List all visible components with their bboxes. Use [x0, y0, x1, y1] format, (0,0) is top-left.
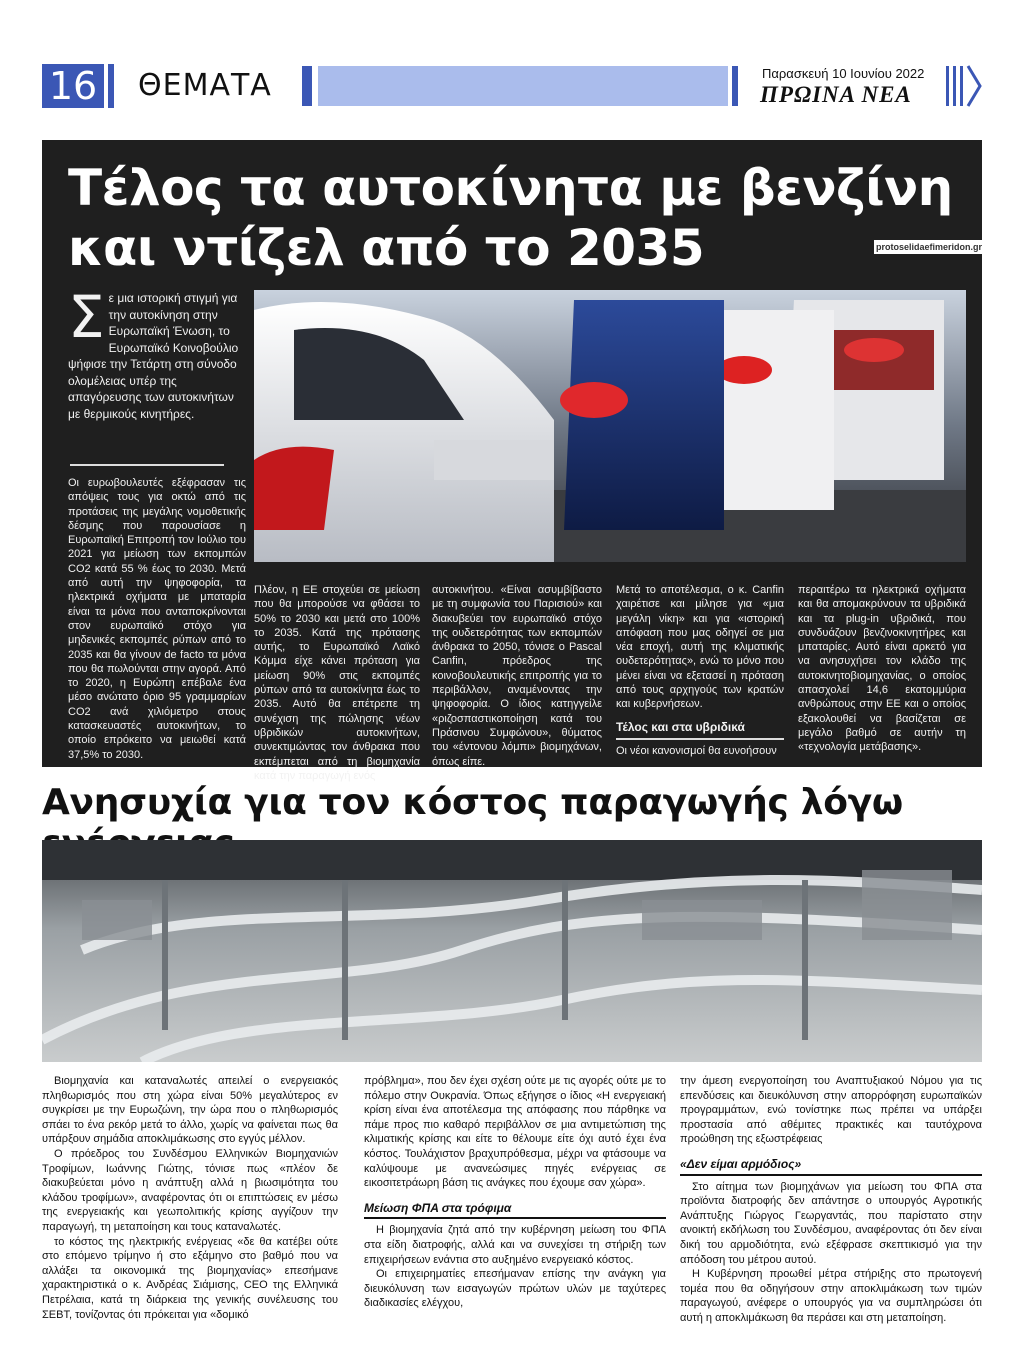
drop-cap: Σ [68, 283, 105, 351]
column-text: Μετά το αποτέλεσμα, ο κ. Canfin χαιρέτισε και μίλησε για «μια μεγάλη νίκη» και για «ιστορική απόφαση που μας οδηγεί σε μια νέα εποχή, αυτή της κλιματικής ουδετερότητας», ενώ το μόνο που μένει είναι να εξετασεί η πρόταση από τους αρχηγούς των κρατών και κυβερνήσεων. [616, 584, 784, 711]
paragraph: Η Κυβέρνηση προωθεί μέτρα στήριξης στο πρωτογενή τομέα που θα οδηγήσουν στην αποκλιμάκωση των τιμών παραγωγού, ανέφερε ο υπουργός για να συμπληρώσει ότι αυτή η αποκλιμάκωση θα περάσει και στη μεταποίηση. [680, 1268, 982, 1324]
article-column [254, 583, 420, 783]
subheading: Μείωση ΦΠΑ στα τρόφιμα [364, 1200, 512, 1215]
newspaper-logo-icon [944, 64, 984, 108]
bottling-factory-photo [42, 840, 982, 1062]
column-text: περαιτέρω τα ηλεκτρικά οχήματα και θα απομακρύνουν τα υβριδικά και τα plug-in υβριδικά, που συνδυάζουν βενζινοκινητήρες και μπαταρίες. Αυτό είναι αρκετό για να ανησυχήσει τον κλάδο της αυτοκινητοβιομηχανίας, ο οποίος απασχολεί 14,6 εκατομμύρια ανθρώπους στην ΕΕ και ο οποίος εξακολουθεί να βασίζεται σε μεγάλο βαθμό σε αυτήν τη «τεχνολογία μετάβασης». [798, 584, 966, 754]
column-text: Οι ευρωβουλευτές εξέφρασαν τις απόψεις τους για οκτώ από τις προτάσεις της μεγάλης νομοθετικής δέσμης που παρουσίασε η Ευρωπαϊκή Επιτροπή τον Ιούλιο του 2021 για μείωση των εκπομπών CO2 κατά 55 % έως το 2030. Μετά από αυτή την ψηφοφορία, τα ηλεκτρικά οχήματα με μπαταρία είναι τα μόνα που ανταποκρίνονται στον ευρωπαϊκό στόχο για μηδενικές εκπομπές ρύπων από το 2035 και θα γίνουν de facto τα μόνα που θα πωλούνται στην αγορά. Από το 2020, η Ευρώπη επέβαλε ένα μέσο ανώτατο όριο 95 γραμμαρίων CO2 ανά χιλιόμετρο στους κατασκευαστές αυτοκινήτων, το οποίο επρόκειτο να μειωθεί κατά 37,5% το 2030. [68, 477, 246, 761]
divider [680, 1174, 982, 1176]
page-number: 16 [42, 64, 104, 108]
article-column [364, 1074, 666, 1311]
watermark: protoselidaefimeridon.gr [875, 242, 982, 252]
divider [70, 464, 224, 466]
accent-bar [732, 66, 738, 106]
intro-text: ε μια ιστορική στιγμή για την αυτοκίνηση στην Ευρωπαϊκή Ένωση, το Ευρωπαϊκό Κοινοβούλιο ψήφισε την Τετάρτη στη σύνοδο ολομέλειας υπέρ της απαγόρευσης των αυτοκινήτων με θερμικούς κινητήρες. [68, 291, 239, 421]
header-band [318, 66, 728, 106]
subheading: «Δεν είμαι αρμόδιος» [680, 1156, 802, 1171]
paragraph: την άμεση ενεργοποίηση του Αναπτυξιακού Νόμου για τις επενδύσεις και διευκόλυνση στην απορρόφηση ευρωπαϊκών προγραμμάτων, ενώ τονίστηκε πως πρέπει να υπάρξει προστασία από αθέμιτες πρακτικές και ταυτόχρονα προώθηση της εξωστρέφειας [680, 1075, 982, 1146]
headline-line: και ντίζελ από το 2035 [68, 219, 705, 277]
article-cars [42, 140, 982, 782]
paragraph: Βιομηχανία και καταναλωτές απειλεί ο ενεργειακός πληθωρισμός που στη χώρα είναι 50% μεγαλύτερος εν συγκρίσει με την Ευρωζώνη, την ώρα που ο πληθωρισμός σπάει το ένα ρεκόρ μετά το άλλο, χωρίς να φαίνεται πως θα υπάρξουν σημάδια αποκλιμάκωσης στο εγγύς μέλλον. [42, 1075, 338, 1146]
article-headline: Ανησυχία για τον κόστος παραγωγής λόγω [42, 782, 903, 823]
article-column [616, 583, 784, 758]
paragraph: πρόβλημα», που δεν έχει σχέση ούτε με τις αγορές ούτε με το πόλεμο στην Ουκρανία. Όπως εξήγησε ο ίδιος «Η ενεργειακή κρίση είναι ένα αποτέλεσμα της απόφασης που πάρθηκε να πάμε προς πιο καθαρό περιβάλλον σε μια αντιμετώπιση της κλιματικής κρίσης και είτε το θέλουμε είτε όχι αυτό έχει ένα κόστος. Τουλάχιστον βραχυπρόθεσμα, μέχρι να φτάσουμε να καλύψουμε με ανανεώσιμες πηγές ενέργειας σε εικοσιτετράωρη βάση τις ανάγκες που έχουμε σαν χώρα». [364, 1075, 666, 1190]
divider [616, 738, 784, 740]
article-column [680, 1074, 982, 1326]
article-column [798, 583, 966, 755]
subheading: Τέλος και στα υβριδικά [616, 719, 745, 734]
newspaper-name: ΠΡΩΙΝΑ ΝΕΑ [760, 82, 912, 107]
article-column [42, 1074, 338, 1322]
issue-date: Παρασκευή 10 Ιουνίου 2022 [762, 66, 925, 81]
paragraph: το κόστος της ηλεκτρικής ενέργειας «δε θα κατέβει ούτε στο επόμενο τρίμηνο ή στο εξάμηνο στο βαθμό που να αλλάξει τα οικονομικά της βιομηχανίας» επεσήμανε χαρακτηριστικά ο κ. Ανδρέας Σιάμισης, CEO της Ελληνικά Πετρέλαια, κατά τη διάρκεια της γενικής συνέλευσης του ΣΕΒΤ, τονίζοντας ότι πρόκειται για «δομικό [42, 1235, 338, 1321]
column-text: Οι νέοι κανονισμοί θα ευνοήσουν [616, 744, 777, 757]
page-header [42, 64, 982, 108]
paragraph: Ο πρόεδρος του Συνδέσμου Ελληνικών Βιομηχανιών Τροφίμων, Ιωάννης Γιώτης, τόνισε πως «πλέον δε διακυβεύεται μόνο η ανάπτυξη αλλά η βιωσιμότητα του κλάδου τροφίμων», αναφέροντας ότι οι επιπτώσεις εν μέσω της ενεργειακής και γεωπολιτικής κρίσης αγγίζουν την παραγωγή, τη μεταποίηση και τους καταναλωτές. [42, 1147, 338, 1233]
article-column [432, 583, 602, 769]
article-headline [68, 158, 953, 278]
headline-line: Τέλος τα αυτοκίνητα με βενζίνη [68, 159, 953, 217]
divider [364, 1217, 666, 1219]
paragraph: Οι επιχειρηματίες επεσήμαναν επίσης την ανάγκη για διευκόλυνση των εισαγωγών πρώτων υλών με ταχύτερες διαδικασίες ελέγχου, [364, 1268, 666, 1310]
accent-bar [108, 64, 114, 108]
accent-bar [302, 66, 312, 106]
column-text: αυτοκινήτου. «Είναι ασυμβίβαστο με τη συμφωνία του Παρισιού» και διακυβεύει τον ευρωπαϊκό στόχο της ουδετερότητας των εκπομπών άνθρακα το 2050, τόνισε ο Pascal Canfin, πρόεδρος της κοινοβουλευτικής επιτροπής για το περιβάλλον, αναμένοντας την ψηφοφορία. Ο ίδιος κατηγγείλε «ριζοσπαστικοποίηση κατά του Πράσινου Συμφώνου», θύματος του «έντονου λόμπι» βιομηχάνων, όπως είπε. [432, 584, 602, 768]
column-text: Πλέον, η ΕΕ στοχεύει σε μείωση που θα μπορούσε να φθάσει το 50% το 2030 και μετά στο 100% το 2035. Κατά της πρότασης αυτής, το Ευρωπαϊκό Λαϊκό Κόμμα είχε κάνει πρόταση για μείωση 90% στις εκπομπές ρύπων από τα αυτοκίνητα έως το 2035. Αυτό θα επέτρεπε τη συνέχιση της πώλησης νέων υβριδικών αυτοκινήτων, συνεκτιμώντας τον άνθρακα που εκπέμπεται από τη βιομηχανία κατά την παραγωγή ενός [254, 584, 420, 782]
article-intro [68, 283, 248, 422]
cars-photo [254, 290, 966, 562]
paragraph: Στο αίτημα των βιομηχάνων για μείωση του ΦΠΑ στα προϊόντα διατροφής δεν απάντησε ο υπουργός Αγροτικής Ανάπτυξης Γιώργος Γεωργαντάς, που παρίστατο στην ανοικτή εκδήλωση του Συνδέσμου, αναφέροντας ότι δεν είναι δική του αρμοδιότητα, ενώ εξέφρασε σκεπτικισμό για την απόδοση του μέτρου αυτού. [680, 1180, 982, 1266]
section-title: ΘΕΜΑΤΑ [138, 68, 272, 103]
paragraph: Η βιομηχανία ζητά από την κυβέρνηση μείωση του ΦΠΑ στα είδη διατροφής, αλλά και να συνεχίσει τη στήριξη των επιχειρήσεων ενάντια στο αυξημένο ενεργειακό κόστος. [364, 1224, 666, 1266]
article-column [68, 476, 246, 762]
